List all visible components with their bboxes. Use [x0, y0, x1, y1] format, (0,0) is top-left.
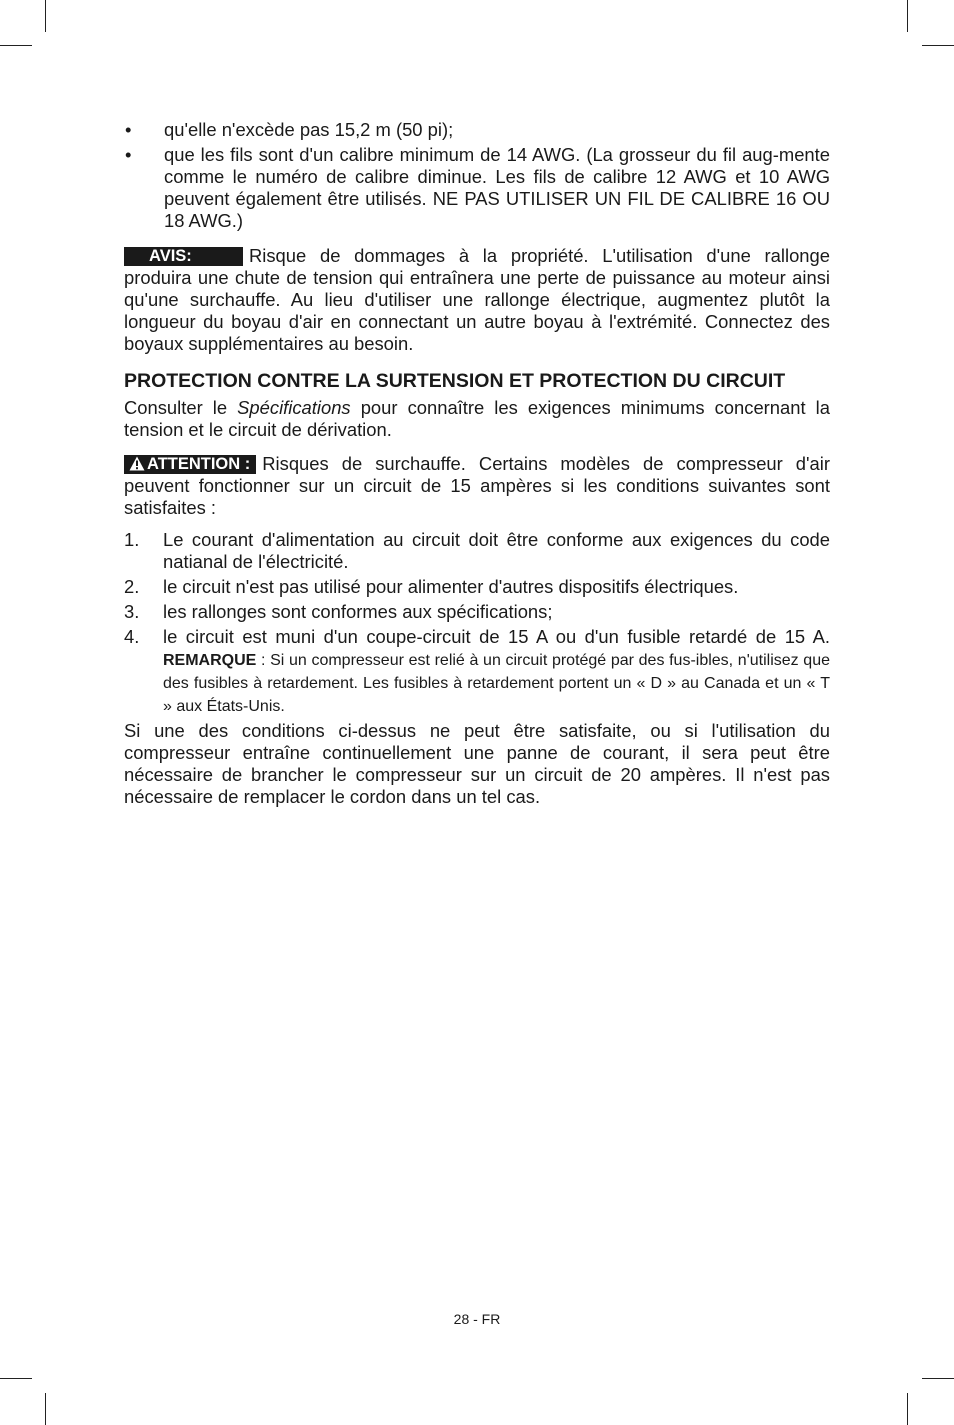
- closing-paragraph: Si une des conditions ci-dessus ne peut être satisfaite, ou si l'utilisation du compresseur entraîne continuellement une panne de courant, il sera peut être nécessaire de brancher le compresseur sur un circuit de 20 ampères. Il n'est pas nécessaire de remplacer le cordon dans un tel cas.: [124, 720, 830, 807]
- item-text: [163, 626, 830, 717]
- bullet-text: qu'elle n'excède pas 15,2 m (50 pi);: [164, 119, 454, 140]
- item-text: Le courant d'alimentation au circuit doit être conforme aux exigences du code natianal de l'électricité.: [163, 529, 830, 572]
- bullet-text: que les fils sont d'un calibre minimum de 14 AWG. (La grosseur du fil aug-mente comme le numéro de calibre diminue. Les fils de calibre 12 AWG et 10 AWG peuvent également être utilisés. NE PAS UTILISER UN FIL DE CALIBRE 16 OU 18 AWG.): [164, 144, 830, 231]
- remarque-note: [163, 652, 830, 715]
- page-content: [124, 119, 830, 808]
- crop-mark: [922, 1378, 954, 1379]
- avis-badge: AVIS:: [124, 247, 243, 266]
- item-text: le circuit n'est pas utilisé pour alimenter d'autres dispositifs électriques.: [163, 576, 739, 597]
- list-item: [124, 529, 830, 573]
- item-number: 4.: [124, 626, 140, 647]
- item-number: 1.: [124, 529, 140, 550]
- item-number: 2.: [124, 576, 140, 597]
- crop-mark: [45, 1393, 46, 1425]
- crop-mark: [907, 0, 908, 32]
- crop-mark: [907, 1393, 908, 1425]
- attention-label: ATTENTION :: [147, 455, 251, 473]
- section-intro: [124, 397, 830, 441]
- bullet-marker: •: [125, 119, 132, 140]
- item-main-text: le circuit est muni d'un coupe-circuit de 15 A ou d'un fusible retardé de 15 A.: [163, 626, 830, 647]
- list-item: [124, 144, 830, 232]
- avis-text: Risque de dommages à la propriété. L'utilisation d'une rallonge produira une chute de tension qui entraînera une perte de puissance au moteur ainsi qu'une surchauffe. Au lieu d'utiliser une rallonge électrique, augmentez plutôt la longueur du boyau d'air en connectant un autre boyau à l'extrémité. Connectez des boyaux supplémentaires au besoin.: [124, 245, 830, 354]
- bullet-list: [124, 119, 830, 232]
- warning-triangle-icon: [129, 456, 145, 471]
- item-text: les rallonges sont conformes aux spécifications;: [163, 601, 553, 622]
- intro-before: Consulter le: [124, 397, 228, 418]
- bullet-marker: •: [125, 144, 132, 165]
- crop-mark: [0, 45, 32, 46]
- intro-italic: Spécifications: [237, 397, 351, 418]
- attention-text: Risques de surchauffe. Certains modèles de compresseur d'air peuvent fonctionner sur un circuit de 15 ampères si les conditions suivantes sont satisfaites :: [124, 453, 830, 518]
- list-item: [124, 626, 830, 717]
- conditions-list: [124, 529, 830, 717]
- page-number: 28 - FR: [453, 1311, 501, 1327]
- remarque-text: : Si un compresseur est relié à un circuit protégé par des fus-ibles, n'utilisez que des fusibles à retardement. Les fusibles à retardement portent un « D » au Canada et un « T » aux États-Unis.: [163, 652, 831, 715]
- avis-notice: [124, 245, 830, 355]
- attention-notice: [124, 453, 830, 519]
- list-item: [124, 601, 830, 623]
- attention-badge: [124, 455, 256, 474]
- crop-mark: [45, 0, 46, 32]
- section-heading: PROTECTION CONTRE LA SURTENSION ET PROTECTION DU CIRCUIT: [124, 370, 786, 392]
- remarque-label: REMARQUE: [163, 652, 257, 669]
- item-number: 3.: [124, 601, 140, 622]
- crop-mark: [0, 1378, 32, 1379]
- list-item: [124, 576, 830, 598]
- crop-mark: [922, 45, 954, 46]
- list-item: [124, 119, 830, 141]
- intro-after: pour connaître les exigences minimums concernant la tension et le circuit de dérivation.: [124, 397, 830, 440]
